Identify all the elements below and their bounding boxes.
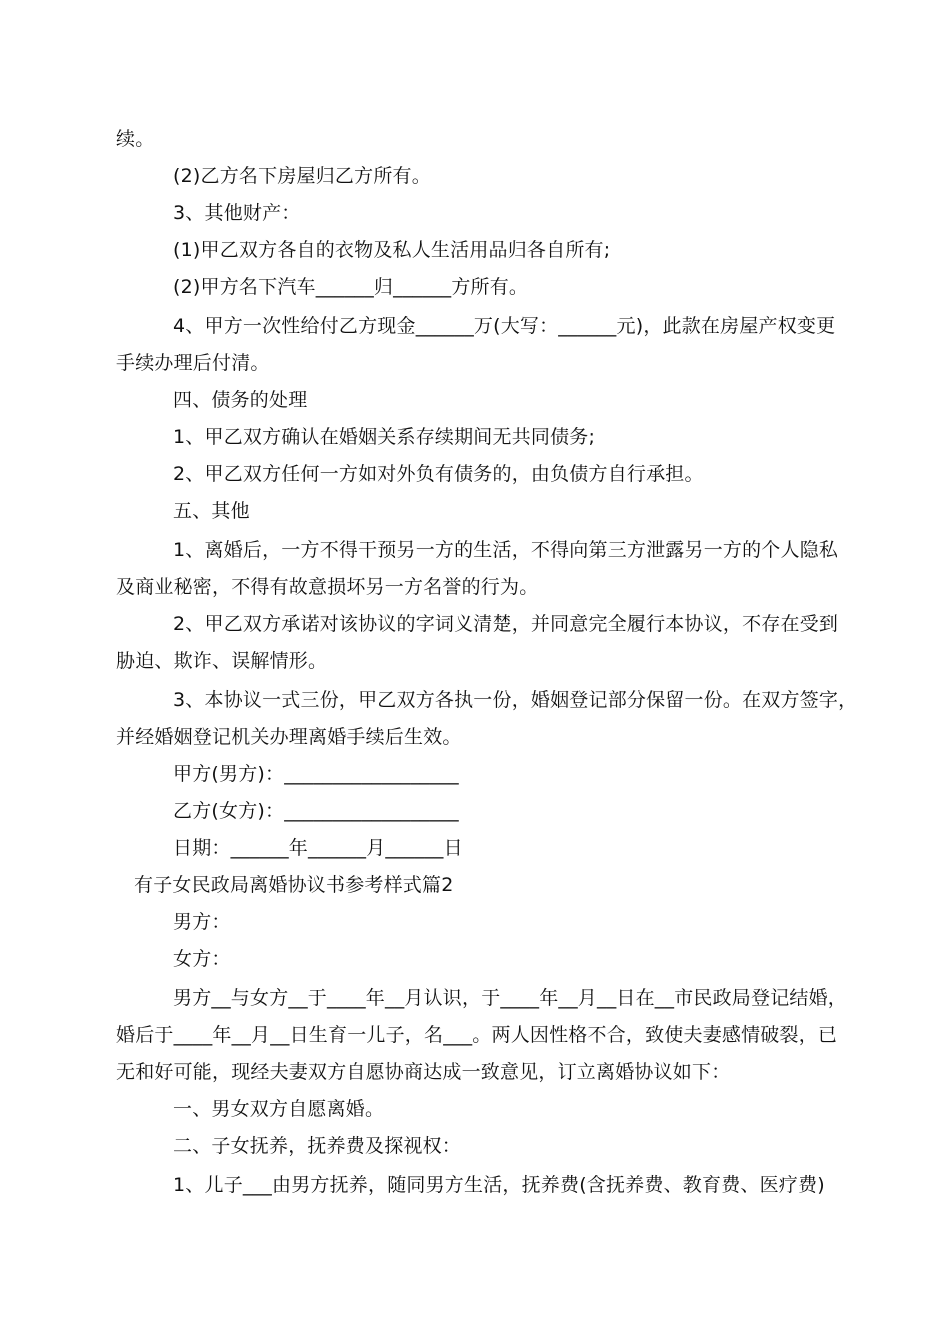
text-line-debt-2: 2、甲乙双方任何一方如对外负有债务的，由负债方自行承担。: [173, 463, 704, 485]
text-line-other-1-cont: 及商业秘密，不得有故意损坏另一方名誉的行为。: [116, 576, 539, 598]
text-line-other-1: 1、离婚后，一方不得干预另一方的生活，不得向第三方泄露另一方的个人隐私: [173, 539, 839, 561]
text-line-divorce-agreed: 一、男女双方自愿离婚。: [173, 1098, 385, 1120]
section-heading-other: 五、其他: [173, 500, 250, 522]
text-line-cash-payment-cont: 手续办理后付清。: [116, 352, 270, 374]
text-line-other-2: 2、甲乙双方承诺对该协议的字词义清楚，并同意完全履行本协议，不存在受到: [173, 613, 839, 635]
text-line-male-party: 男方：: [173, 911, 231, 933]
section-heading-debts: 四、债务的处理: [173, 389, 308, 411]
text-line-continuation: 续。: [116, 128, 155, 150]
text-line-other-3-cont: 并经婚姻登记机关办理离婚手续后生效。: [116, 726, 462, 748]
text-line-debt-1: 1、甲乙双方确认在婚姻关系存续期间无共同债务;: [173, 426, 596, 448]
text-line-other-2-cont: 胁迫、欺诈、误解情形。: [116, 650, 328, 672]
document-title-part2: 有子女民政局离婚协议书参考样式篇2: [134, 874, 454, 896]
text-line-house-item: (2)乙方名下房屋归乙方所有。: [173, 165, 431, 187]
text-line-custody-heading: 二、子女抚养，抚养费及探视权：: [173, 1135, 462, 1157]
signature-party-a: 甲方(男方)：__________________: [173, 763, 459, 785]
text-line-car-item: (2)甲方名下汽车______归______方所有。: [173, 276, 529, 298]
text-line-background-cont-2: 无和好可能，现经夫妻双方自愿协商达成一致意见，订立离婚协议如下：: [116, 1061, 731, 1083]
signature-date: 日期：______年______月______日: [173, 837, 463, 859]
text-line-other-3: 3、本协议一式三份，甲乙双方各执一份，婚姻登记部分保留一份。在双方签字，: [173, 689, 858, 711]
text-line-custody-1: 1、儿子___由男方抚养，随同男方生活，抚养费(含抚养费、教育费、医疗费): [173, 1174, 825, 1196]
text-line-clothing-item: (1)甲乙双方各自的衣物及私人生活用品归各自所有;: [173, 239, 611, 261]
text-line-cash-payment: 4、甲方一次性给付乙方现金______万(大写：______元)，此款在房屋产权变更: [173, 315, 836, 337]
text-line-female-party: 女方：: [173, 948, 231, 970]
signature-party-b: 乙方(女方)：__________________: [173, 800, 459, 822]
text-line-background-cont-1: 婚后于____年__月__日生育一儿子，名___。两人因性格不合，致使夫妻感情破裂，已: [116, 1024, 838, 1046]
text-line-other-property: 3、其他财产：: [173, 202, 301, 224]
text-line-background: 男方__与女方__于____年__月认识，于____年__月__日在__市民政局登记结婚，: [173, 987, 848, 1009]
